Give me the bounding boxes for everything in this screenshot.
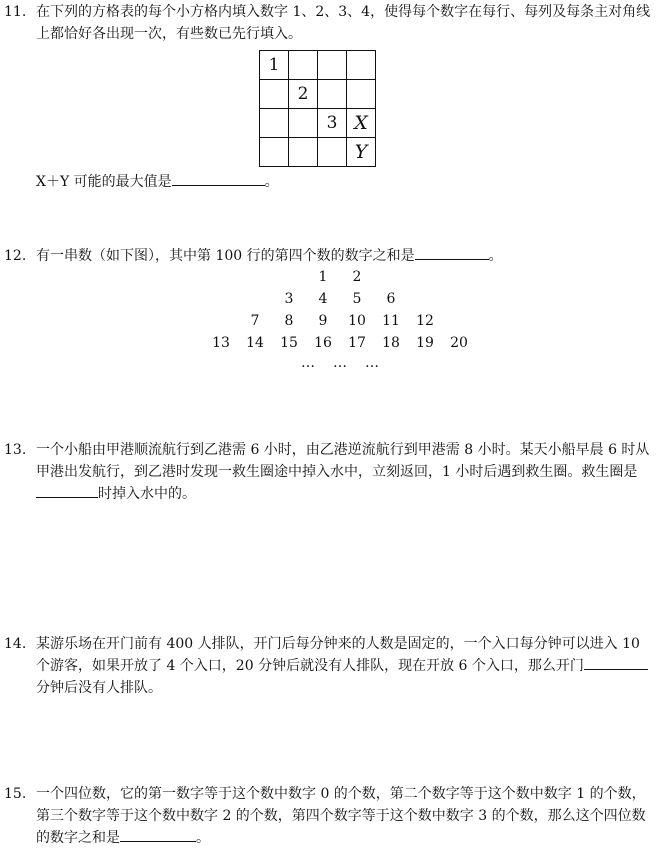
grid-cell[interactable] <box>347 51 376 80</box>
question-text-line: 甲港出发航行，到乙港时发现一救生圈途中掉入水中，立刻返回，1 小时后遇到救生圈。救生圈是 <box>36 464 638 480</box>
triangle-number: 4 <box>318 291 328 307</box>
question-number: 12. <box>4 248 27 264</box>
grid-cell[interactable] <box>318 80 347 109</box>
triangle-row <box>0 291 663 311</box>
question-text-line: 时掉入水中的。 <box>98 486 196 502</box>
question-text-line: 分钟后没有人排队。 <box>36 680 162 696</box>
triangle-number: 18 <box>382 335 400 351</box>
triangle-row <box>0 335 663 355</box>
question-text-line: 上都恰好各出现一次，有些数已先行填入。 <box>36 26 302 42</box>
question-text-line: 某游乐场在开门前有 400 人排队，开门后每分钟来的人数是固定的，一个入口每分钟可以进入 10 <box>36 636 640 652</box>
answer-suffix: 。 <box>196 830 210 846</box>
question-15 <box>4 783 656 849</box>
question-12 <box>4 245 656 267</box>
triangle-number: 6 <box>386 291 396 307</box>
answer-blank[interactable] <box>172 171 265 186</box>
question-text-line: 一个小船由甲港顺流航行到乙港需 6 小时，由乙港逆流航行到甲港需 8 小时。某天小船早晨 6 时从 <box>36 442 650 458</box>
grid-cell[interactable] <box>260 80 289 109</box>
grid-row <box>260 80 376 109</box>
grid-cell[interactable]: X <box>347 109 376 138</box>
grid-cell[interactable] <box>347 80 376 109</box>
grid-cell[interactable] <box>289 138 318 167</box>
triangle-row <box>0 355 663 375</box>
triangle-number: 5 <box>352 291 362 307</box>
grid-cell[interactable]: 1 <box>260 51 289 80</box>
triangle-number: 9 <box>318 313 328 329</box>
triangle-row <box>0 269 663 289</box>
grid-cell[interactable] <box>318 138 347 167</box>
answer-prompt: X＋Y 可能的最大值是 <box>36 174 172 190</box>
question-text: 有一串数（如下图），其中第 100 行的第四个数的数字之和是 <box>36 248 415 264</box>
triangle-number: 10 <box>348 313 366 329</box>
answer-blank[interactable] <box>415 245 489 260</box>
question-text-line: 个游客，如果开放了 4 个入口，20 分钟后就没有人排队，现在开放 6 个入口，那么开门 <box>36 658 584 674</box>
question-number: 15. <box>4 786 27 802</box>
triangle-number: … <box>365 355 379 371</box>
answer-blank[interactable] <box>120 827 196 842</box>
grid-cell[interactable]: 3 <box>318 109 347 138</box>
triangle-row <box>0 313 663 333</box>
answer-suffix: 。 <box>488 248 503 264</box>
triangle-number: 2 <box>352 269 362 285</box>
question-number: 11. <box>4 4 27 20</box>
triangle-number: 17 <box>348 335 366 351</box>
triangle-number: 20 <box>450 335 468 351</box>
triangle-number: 19 <box>416 335 434 351</box>
grid-cell[interactable] <box>260 138 289 167</box>
question-11-answer <box>4 171 656 193</box>
question-number: 14. <box>4 636 27 652</box>
triangle-number: 13 <box>212 335 230 351</box>
answer-suffix: 。 <box>264 174 279 190</box>
grid-cell[interactable] <box>260 109 289 138</box>
question-text-line: 在下列的方格表的每个小方格内填入数字 1、2、3、4，使得每个数字在每行、每列及每条主对角线 <box>36 4 651 20</box>
question-11 <box>4 1 656 45</box>
grid-cell[interactable] <box>289 109 318 138</box>
triangle-number: 12 <box>416 313 434 329</box>
triangle-number: 14 <box>246 335 264 351</box>
question-13 <box>4 439 656 505</box>
latin-square-grid <box>259 50 376 167</box>
triangle-number: 3 <box>284 291 294 307</box>
triangle-number: 16 <box>314 335 332 351</box>
grid-cell[interactable]: Y <box>347 138 376 167</box>
grid-row <box>260 138 376 167</box>
triangle-number: 8 <box>284 313 294 329</box>
grid-cell[interactable] <box>289 51 318 80</box>
triangle-number: … <box>301 355 315 371</box>
grid-cell[interactable] <box>318 51 347 80</box>
answer-blank[interactable] <box>584 655 648 670</box>
question-14 <box>4 633 656 699</box>
question-text-line: 一个四位数，它的第一数字等于这个数中数字 0 的个数，第二个数字等于这个数中数字 1 的个数， <box>36 786 646 802</box>
question-text-line: 的数字之和是 <box>36 830 120 846</box>
triangle-number: 15 <box>280 335 298 351</box>
triangle-number: 11 <box>382 313 400 329</box>
triangle-number: 1 <box>318 269 328 285</box>
grid-row <box>260 51 376 80</box>
triangle-number: … <box>333 355 347 371</box>
grid-cell[interactable]: 2 <box>289 80 318 109</box>
grid-row <box>260 109 376 138</box>
triangle-number: 7 <box>250 313 260 329</box>
question-text-line: 第三个数字等于这个数中数字 2 的个数，第四个数字等于这个数中数字 3 的个数，那么这个四位数 <box>36 808 646 824</box>
question-number: 13. <box>4 442 27 458</box>
answer-blank[interactable] <box>36 483 98 498</box>
